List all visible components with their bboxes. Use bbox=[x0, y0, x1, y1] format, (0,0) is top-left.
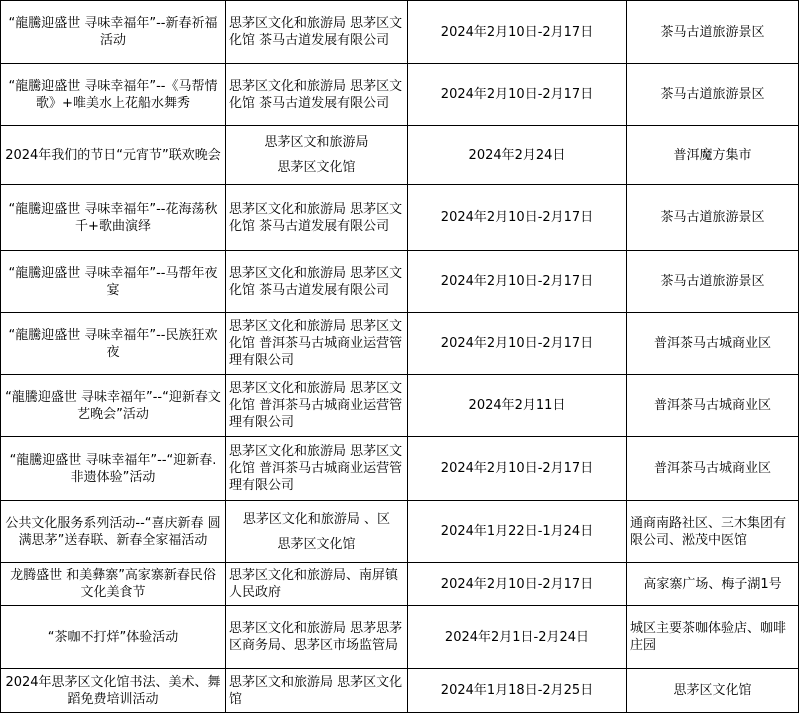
event-name-cell: “龍騰迎盛世 寻味幸福年”--马帮年夜宴 bbox=[1, 251, 226, 313]
table-row bbox=[1, 126, 799, 185]
organizer-cell: 思茅区文化和旅游局 思茅思茅区商务局、思茅区市场监管局 bbox=[226, 606, 408, 669]
date-cell: 2024年2月10日-2月17日 bbox=[408, 185, 627, 251]
organizer-cell: 思茅区文化和旅游局 思茅区文化馆 普洱茶马古城商业运营管理有限公司 bbox=[226, 437, 408, 501]
table-row bbox=[1, 563, 799, 606]
organizer-line: 思茅区文化馆 bbox=[277, 536, 356, 552]
organizer-cell: 思茅区文和旅游局 思茅区文化馆 bbox=[226, 669, 408, 713]
event-name-cell: “龍騰迎盛世 寻味幸福年”--民族狂欢夜 bbox=[1, 313, 226, 375]
event-name-cell: “龍騰迎盛世 寻味幸福年”--新春祈福活动 bbox=[1, 1, 226, 64]
organizer-cell: 思茅区文化和旅游局 思茅区文化馆 普洱茶马古城商业运营管理有限公司 bbox=[226, 375, 408, 437]
location-cell: 普洱茶马古城商业区 bbox=[627, 313, 799, 375]
organizer-line: 思茅区文化馆 bbox=[277, 160, 356, 175]
event-name-cell: “茶咖不打烊”体验活动 bbox=[1, 606, 226, 669]
table-row bbox=[1, 313, 799, 375]
table-row bbox=[1, 501, 799, 563]
location-cell: 高家寨广场、梅子湖1号 bbox=[627, 563, 799, 606]
organizer-cell: 思茅区文化和旅游局 思茅区文化馆 普洱茶马古城商业运营管理有限公司 bbox=[226, 313, 408, 375]
table-row bbox=[1, 606, 799, 669]
date-cell: 2024年2月10日-2月17日 bbox=[408, 64, 627, 126]
table-row bbox=[1, 251, 799, 313]
organizer-cell bbox=[226, 126, 408, 185]
event-name-cell: “龍騰迎盛世 寻味幸福年”--“迎新春文艺晚会”活动 bbox=[1, 375, 226, 437]
location-cell: 茶马古道旅游景区 bbox=[627, 251, 799, 313]
organizer-cell bbox=[226, 501, 408, 563]
location-cell: 城区主要茶咖体验店、咖啡庄园 bbox=[627, 606, 799, 669]
event-name-cell: “龍騰迎盛世 寻味幸福年”--花海荡秋千+歌曲演绎 bbox=[1, 185, 226, 251]
organizer-cell: 思茅区文化和旅游局 思茅区文化馆 茶马古道发展有限公司 bbox=[226, 251, 408, 313]
table-row bbox=[1, 437, 799, 501]
table-row bbox=[1, 64, 799, 126]
organizer-line: 思茅区文化和旅游局 、区 bbox=[242, 511, 391, 527]
organizer-cell: 思茅区文化和旅游局 思茅区文化馆 茶马古道发展有限公司 bbox=[226, 1, 408, 64]
date-cell: 2024年1月18日-2月25日 bbox=[408, 669, 627, 713]
location-cell: 茶马古道旅游景区 bbox=[627, 64, 799, 126]
location-cell: 思茅区文化馆 bbox=[627, 669, 799, 713]
event-name-cell: 2024年思茅区文化馆书法、美术、舞蹈免费培训活动 bbox=[1, 669, 226, 713]
event-name-cell: 公共文化服务系列活动--“喜庆新春 圆满思茅”送春联、新春全家福活动 bbox=[1, 501, 226, 563]
table-row bbox=[1, 375, 799, 437]
table-row bbox=[1, 669, 799, 713]
location-cell: 普洱茶马古城商业区 bbox=[627, 375, 799, 437]
organizer-line: 思茅区文和旅游局 bbox=[264, 135, 369, 150]
date-cell: 2024年2月10日-2月17日 bbox=[408, 437, 627, 501]
organizer-cell: 思茅区文化和旅游局 思茅区文化馆 茶马古道发展有限公司 bbox=[226, 64, 408, 126]
date-cell: 2024年2月1日-2月24日 bbox=[408, 606, 627, 669]
date-cell: 2024年2月10日-2月17日 bbox=[408, 251, 627, 313]
location-cell: 茶马古道旅游景区 bbox=[627, 1, 799, 64]
event-name-cell: “龍騰迎盛世 寻味幸福年”--“迎新春.非遗体验”活动 bbox=[1, 437, 226, 501]
date-cell: 2024年2月10日-2月17日 bbox=[408, 1, 627, 64]
table-row bbox=[1, 1, 799, 64]
organizer-cell: 思茅区文化和旅游局 思茅区文化馆 茶马古道发展有限公司 bbox=[226, 185, 408, 251]
organizer-cell: 思茅区文化和旅游局、南屏镇人民政府 bbox=[226, 563, 408, 606]
event-name-cell: “龍騰迎盛世 寻味幸福年”--《马帮情歌》+唯美水上花船水舞秀 bbox=[1, 64, 226, 126]
event-name-cell: 龙腾盛世 和美彝寨”高家寨新春民俗文化美食节 bbox=[1, 563, 226, 606]
location-cell: 普洱茶马古城商业区 bbox=[627, 437, 799, 501]
date-cell: 2024年1月22日-1月24日 bbox=[408, 501, 627, 563]
date-cell: 2024年2月10日-2月17日 bbox=[408, 313, 627, 375]
table-row bbox=[1, 185, 799, 251]
date-cell: 2024年2月10日-2月17日 bbox=[408, 563, 627, 606]
location-cell: 茶马古道旅游景区 bbox=[627, 185, 799, 251]
location-cell: 通商南路社区、三木集团有限公司、淞茂中医馆 bbox=[627, 501, 799, 563]
date-cell: 2024年2月11日 bbox=[408, 375, 627, 437]
date-cell: 2024年2月24日 bbox=[408, 126, 627, 185]
location-cell: 普洱魔方集市 bbox=[627, 126, 799, 185]
event-name-cell: 2024年我们的节日“元宵节”联欢晚会 bbox=[1, 126, 226, 185]
